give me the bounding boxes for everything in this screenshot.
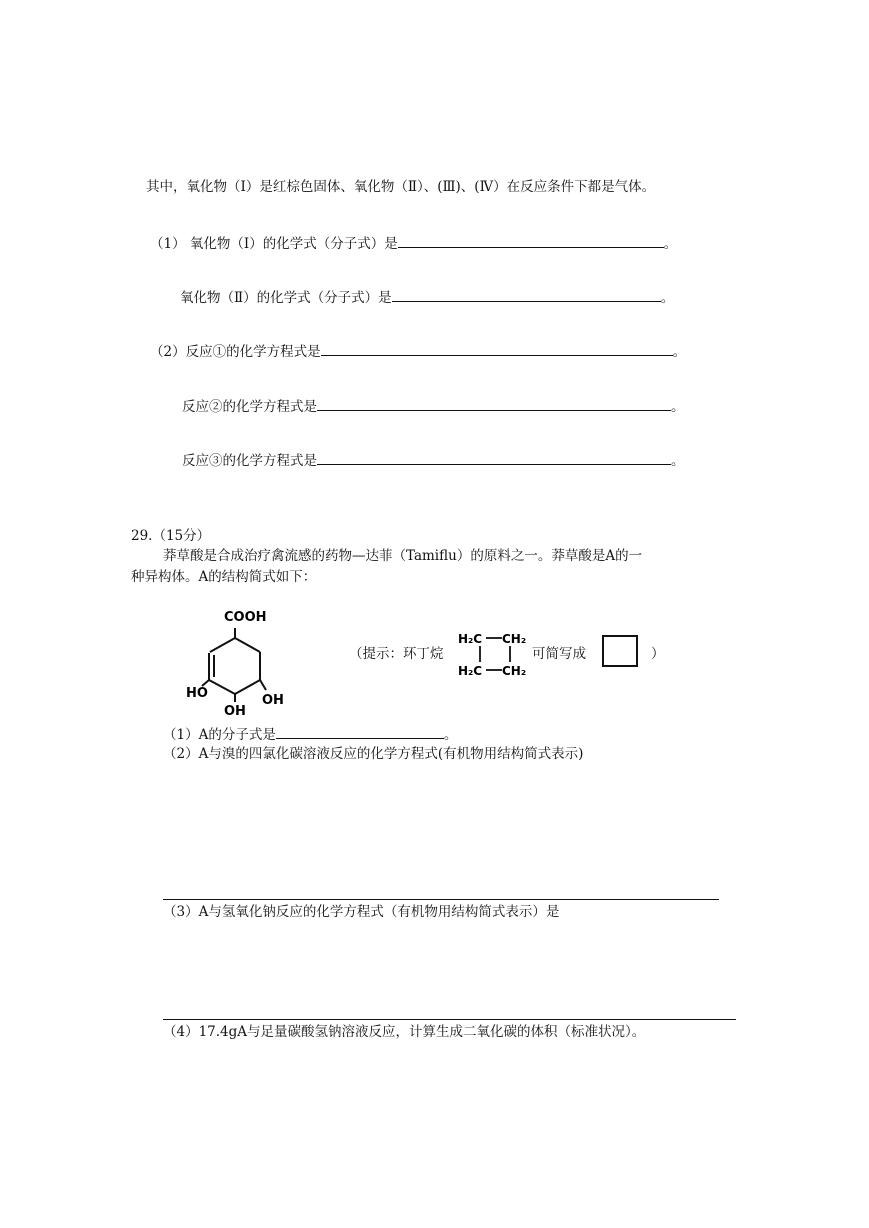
q2-line1 [150, 341, 686, 361]
oh-right-label: OH [262, 693, 284, 708]
q2-line1-end: 。 [672, 344, 687, 360]
q29-paragraph-line2: 种异构体。A的结构简式如下： [131, 569, 317, 585]
q1-line2 [180, 287, 674, 307]
q29-sub1 [163, 724, 457, 744]
intro-text: 其中，氧化物（Ⅰ）是红棕色固体、氧化物（Ⅱ）、(Ⅲ)、(Ⅳ）在反应条件下都是气体。 [146, 179, 656, 195]
q2-line3 [182, 450, 685, 470]
q1-line2-end: 。 [660, 290, 675, 306]
ho-left-label: HO [186, 686, 208, 701]
cooh-label: COOH [224, 610, 267, 625]
hint-prefix: （提示：环丁烷 [349, 646, 444, 662]
square-icon [600, 633, 642, 671]
q29-sub1-prefix: （1）A的分子式是 [163, 727, 276, 743]
cyclobutane-structure-diagram [456, 626, 532, 682]
q2-line3-end: 。 [671, 453, 685, 469]
q1-line1-prefix: （1） 氧化物（Ⅰ）的化学式（分子式）是 [150, 236, 398, 252]
ch2-bottom-label: CH₂ [502, 664, 527, 678]
ring-bonds [202, 628, 266, 702]
q2-line2-end: 。 [671, 399, 685, 415]
q2-answer-blank-1[interactable] [321, 341, 673, 356]
q29-sub4: （4）17.4gA与足量碳酸氢钠溶液反应，计算生成二氧化碳的体积（标准状况）。 [163, 1024, 646, 1040]
q2-answer-blank-3[interactable] [317, 450, 671, 465]
q29-sub2: （2）A与溴的四氯化碳溶液反应的化学方程式(有机物用结构简式表示) [163, 746, 584, 762]
q29-sub1-answer-blank[interactable] [276, 724, 444, 739]
q2-line3-prefix: 反应③的化学方程式是 [182, 453, 317, 469]
q1-line1-end: 。 [663, 236, 678, 252]
q1-line2-prefix: 氧化物（Ⅱ）的化学式（分子式）是 [180, 290, 392, 306]
oh-bottom-label: OH [224, 704, 246, 718]
q29-sub1-end: 。 [443, 727, 458, 743]
hint-middle: 可简写成 [532, 646, 586, 662]
q2-answer-blank-2[interactable] [317, 396, 671, 411]
q29-header: 29.（15分） [131, 528, 211, 544]
q2-line2-prefix: 反应②的化学方程式是 [182, 399, 317, 415]
q29-sub3-answer-line[interactable] [163, 1019, 736, 1020]
q1-line1 [150, 233, 677, 253]
h2c-top-label: H₂C [458, 632, 483, 646]
q29-paragraph-line1: 莽草酸是合成治疗禽流感的药物—达菲（Tamiflu）的原料之一。莽草酸是A的一 [163, 548, 643, 564]
q2-line2 [182, 396, 685, 416]
h2c-bottom-label: H₂C [458, 664, 483, 678]
q2-line1-prefix: （2）反应①的化学方程式是 [150, 344, 321, 360]
hint-suffix: ） [651, 646, 665, 662]
q1-answer-blank-2[interactable] [392, 287, 661, 302]
q29-sub3: （3）A与氢氧化钠反应的化学方程式（有机物用结构简式表示）是 [163, 904, 560, 920]
structure-a-diagram [180, 602, 290, 718]
q1-answer-blank-1[interactable] [398, 233, 664, 248]
q29-sub2-answer-line[interactable] [163, 899, 719, 900]
ch2-top-label: CH₂ [502, 632, 527, 646]
